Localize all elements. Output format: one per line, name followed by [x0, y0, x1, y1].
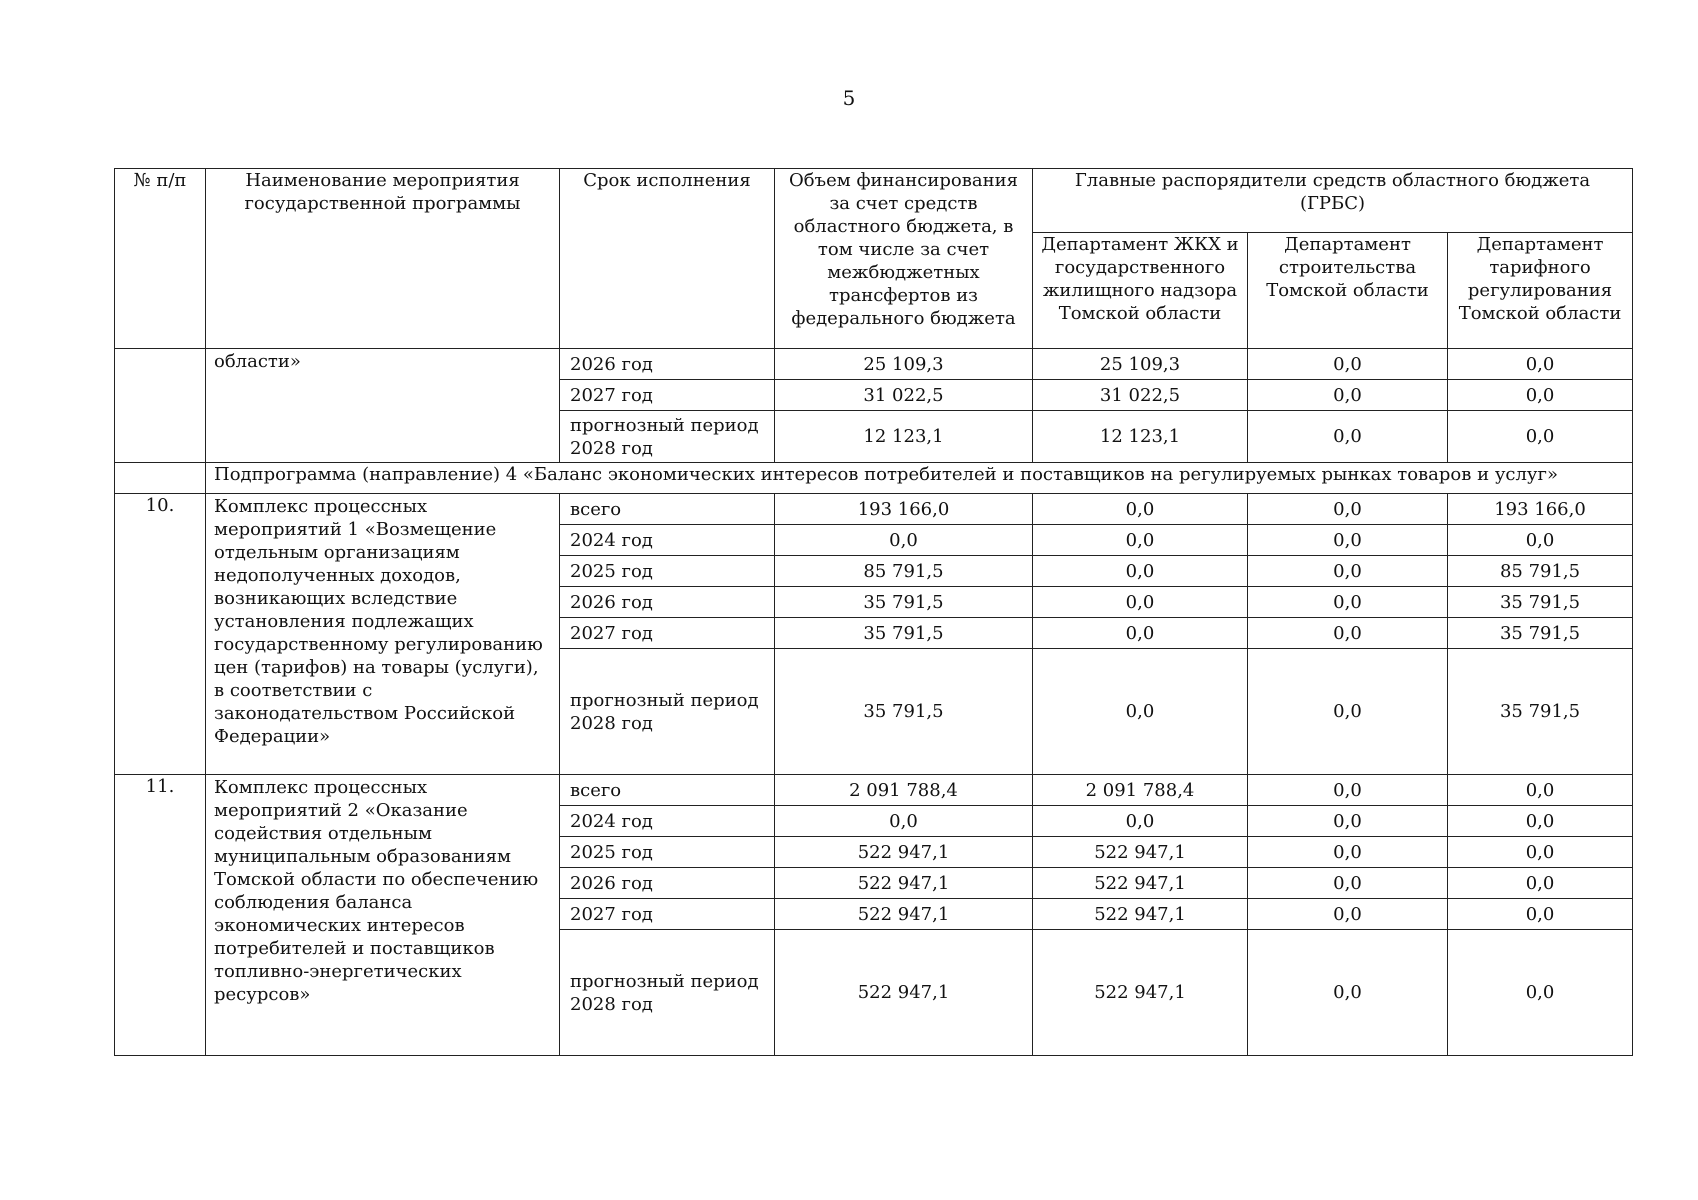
table-row: 2027 год 35 791,5 0,0 0,0 35 791,5	[115, 618, 1633, 649]
header-volume: Объем финансирования за счет средств областного бюджета, в том числе за счет межбюджетных трансфертов из федерального бюджета	[775, 169, 1033, 349]
measure-name: Комплекс процессных мероприятий 2 «Оказание содействия отдельным муниципальным образованиям Томской области по обеспечению соблюдения баланса экономических интересов потребителей и поставщиков топливно-энергетических ресурсов»	[206, 775, 560, 1056]
cell-no	[115, 349, 206, 463]
table-row: 10. Комплекс процессных мероприятий 1 «Возмещение отдельным организациям недополученных доходов, возникающих вследствие установления подлежащих государственному регулированию цен (тарифов) на товары (услуги), в соответствии с законодательством Российской Федерации» всего 193 166,0 0,0 0,0 193 166,0	[115, 494, 1633, 525]
table-header-row	[115, 169, 1633, 233]
header-dept-construction: Департамент строительства Томской области	[1248, 233, 1448, 349]
page-number: 5	[842, 86, 856, 110]
table-row: 2026 год 35 791,5 0,0 0,0 35 791,5	[115, 587, 1633, 618]
table-row: 2024 год 0,0 0,0 0,0 0,0	[115, 806, 1633, 837]
subprogram-title: Подпрограмма (направление) 4 «Баланс экономических интересов потребителей и поставщиков на регулируемых рынках товаров и услуг»	[206, 463, 1633, 494]
cell-no	[115, 463, 206, 494]
header-dept-tariff: Департамент тарифного регулирования Томской области	[1448, 233, 1633, 349]
measure-name: Комплекс процессных мероприятий 1 «Возмещение отдельным организациям недополученных доходов, возникающих вследствие установления подлежащих государственному регулированию цен (тарифов) на товары (услуги), в соответствии с законодательством Российской Федерации»	[206, 494, 560, 775]
table-row: 11. Комплекс процессных мероприятий 2 «Оказание содействия отдельным муниципальным образованиям Томской области по обеспечению соблюдения баланса экономических интересов потребителей и поставщиков топливно-энергетических ресурсов» всего 2 091 788,4 2 091 788,4 0,0 0,0	[115, 775, 1633, 806]
header-grbs: Главные распорядители средств областного бюджета (ГРБС)	[1033, 169, 1633, 233]
measure-name: области»	[206, 349, 560, 463]
table-row: прогнозный период 2028 год 522 947,1 522 947,1 0,0 0,0	[115, 930, 1633, 1056]
budget-table	[114, 168, 1633, 1056]
header-name: Наименование мероприятия государственной программы	[206, 169, 560, 349]
table-row: 2024 год 0,0 0,0 0,0 0,0	[115, 525, 1633, 556]
table-row: 2026 год 522 947,1 522 947,1 0,0 0,0	[115, 868, 1633, 899]
subprogram-row	[115, 463, 1633, 494]
measure-no: 10.	[115, 494, 206, 775]
table-row: 2025 год 522 947,1 522 947,1 0,0 0,0	[115, 837, 1633, 868]
table-row: прогнозный период 2028 год 35 791,5 0,0 0,0 35 791,5	[115, 649, 1633, 775]
header-term: Срок исполнения	[560, 169, 775, 349]
table-row: прогнозный период 2028 год 12 123,1 12 123,1 0,0 0,0	[115, 411, 1633, 463]
measure-no: 11.	[115, 775, 206, 1056]
table-row: 2027 год 522 947,1 522 947,1 0,0 0,0	[115, 899, 1633, 930]
table-row: 2025 год 85 791,5 0,0 0,0 85 791,5	[115, 556, 1633, 587]
header-no: № п/п	[115, 169, 206, 349]
table-row: 2027 год 31 022,5 31 022,5 0,0 0,0	[115, 380, 1633, 411]
table-row: области» 2026 год 25 109,3 25 109,3 0,0 0,0	[115, 349, 1633, 380]
header-dept-zhkh: Департамент ЖКХ и государственного жилищного надзора Томской области	[1033, 233, 1248, 349]
